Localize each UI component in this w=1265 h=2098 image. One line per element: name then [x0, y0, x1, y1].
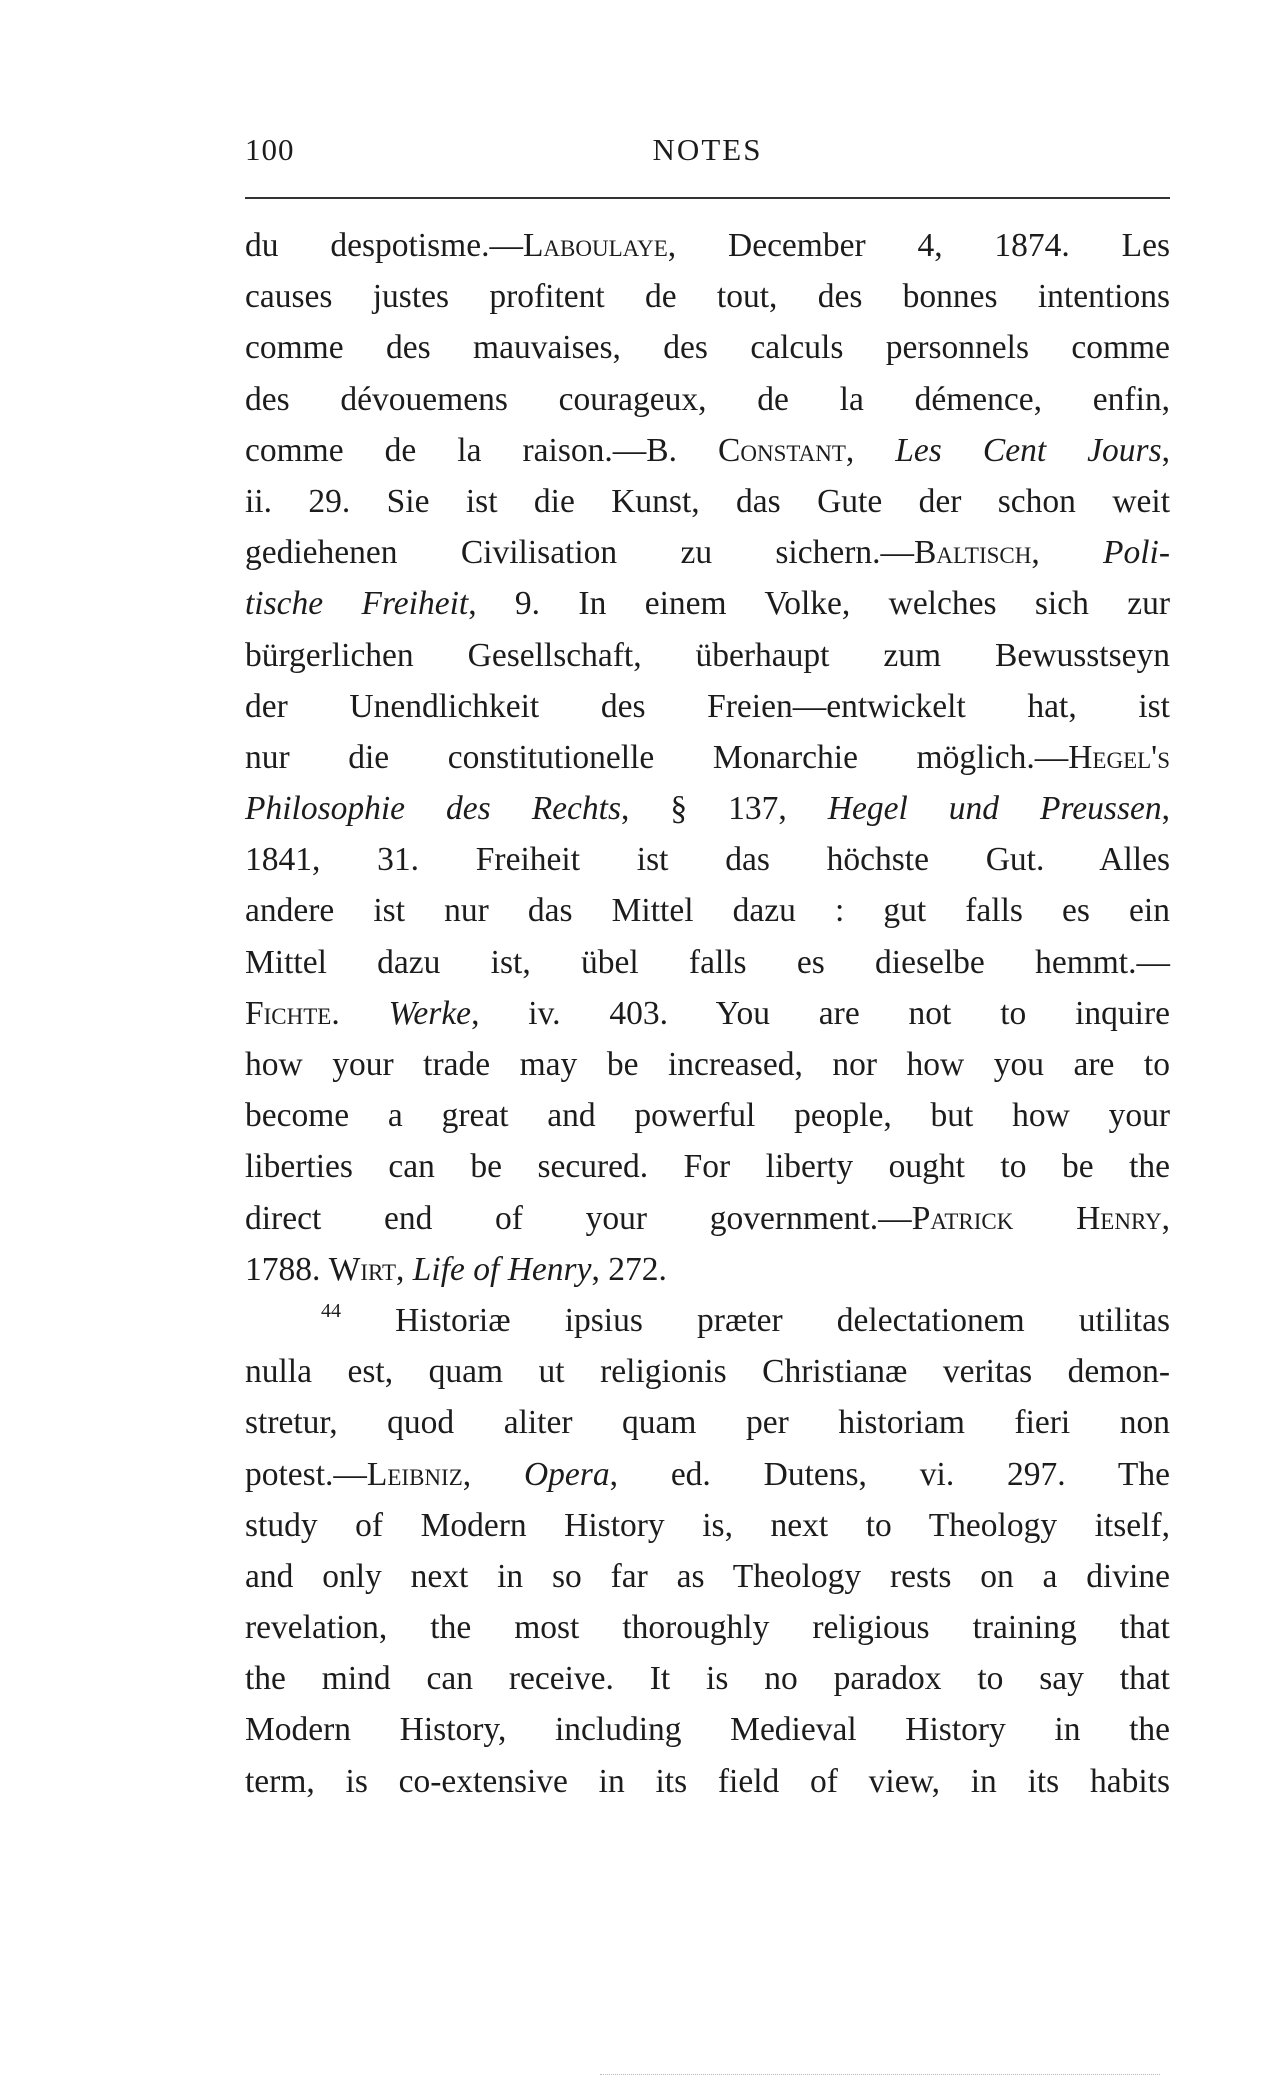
text-segment: bürgerlichen Gesellschaft, überhaupt zum Bewusstseyn [245, 636, 1170, 674]
text-segment: Wirt [328, 1250, 397, 1288]
text-segment: direct end of your government.— [245, 1199, 912, 1237]
text-segment: the mind can receive. It is no paradox to say that [245, 1660, 1170, 1698]
text-segment: , [396, 1250, 413, 1288]
text-segment: term, is co-extensive in its field of view, in its habits [245, 1762, 1170, 1800]
text-line [245, 271, 1170, 322]
text-segment: revelation, the most thoroughly religious training that [245, 1609, 1170, 1647]
text-segment: Laboulaye [522, 227, 668, 264]
text-segment: Opera [523, 1455, 610, 1493]
text-segment: causes justes profitent de tout, des bonnes intentions [245, 278, 1170, 316]
text-segment: , [1031, 534, 1104, 572]
text-segment: , [1161, 790, 1170, 828]
text-line [245, 322, 1170, 373]
text-segment: Philosophie des Rechts [245, 790, 622, 828]
text-segment: , [462, 1455, 524, 1493]
page-bottom-marks [600, 2074, 1160, 2075]
text-line [245, 220, 1170, 271]
text-line [245, 732, 1170, 783]
text-line [245, 834, 1170, 885]
text-segment: , ed. Dutens, vi. 297. The [609, 1455, 1171, 1493]
text-segment: 1841, 31. Freiheit ist das höchste Gut. Alles [245, 841, 1170, 879]
text-line [245, 374, 1170, 425]
text-line [245, 1551, 1170, 1602]
text-line [245, 1653, 1170, 1704]
text-segment: Hegel's [1068, 738, 1170, 776]
text-segment: , December 4, 1874. Les [667, 227, 1170, 264]
text-line [245, 1039, 1170, 1090]
text-segment: comme de la raison.—B. [245, 431, 719, 469]
text-segment: Leibniz [366, 1455, 463, 1493]
text-line [245, 1756, 1170, 1807]
text-line [245, 1244, 1170, 1295]
text-segment: Werke [388, 994, 472, 1032]
page-header [245, 132, 1170, 176]
text-segment: , 9. In einem Volke, welches sich zur [468, 585, 1170, 623]
text-line [245, 425, 1170, 476]
text-segment: stretur, quod aliter quam per historiam fieri non [245, 1404, 1170, 1442]
text-segment: Patrick Henry [911, 1199, 1162, 1237]
text-segment: liberties can be secured. For liberty ought to be the [245, 1148, 1170, 1186]
notes-body-text [245, 220, 1170, 1807]
text-line [245, 1295, 1170, 1346]
footnote-number: 44 [321, 1299, 341, 1322]
text-line [245, 1193, 1170, 1244]
text-line [245, 630, 1170, 681]
text-segment: comme des mauvaises, des calculs personnels comme [245, 329, 1170, 367]
text-segment: der Unendlichkeit des Freien—entwickelt hat, ist [245, 687, 1170, 725]
text-segment: 1788. [245, 1250, 329, 1288]
text-line [245, 1449, 1170, 1500]
text-line [245, 1602, 1170, 1653]
text-segment: ii. 29. Sie ist die Kunst, das Gute der schon weit [245, 482, 1170, 520]
text-line [245, 1090, 1170, 1141]
text-segment: des dévouemens courageux, de la démence, enfin, [245, 380, 1170, 418]
text-segment: Baltisch [914, 534, 1032, 572]
text-line [245, 1141, 1170, 1192]
text-segment: , [845, 431, 896, 469]
text-segment: , 272. [591, 1250, 667, 1288]
text-segment: , iv. 403. You are not to inquire [471, 994, 1170, 1032]
text-segment: Les Cent Jours [895, 431, 1162, 469]
text-segment: and only next in so far as Theology rests on a divine [245, 1557, 1170, 1595]
text-segment: study of Modern History is, next to Theology itself, [245, 1506, 1170, 1544]
text-line [245, 783, 1170, 834]
text-segment: gediehenen Civilisation zu sichern.— [245, 534, 914, 572]
text-segment: Mittel dazu ist, übel falls es dieselbe hemmt.— [245, 943, 1170, 981]
text-line [245, 476, 1170, 527]
text-line [245, 527, 1170, 578]
text-segment: Hegel und Preussen [827, 790, 1162, 828]
text-line [245, 988, 1170, 1039]
text-segment: nulla est, quam ut religionis Christianæ veritas demon- [245, 1353, 1170, 1391]
text-line [245, 1397, 1170, 1448]
text-segment: nur die constitutionelle Monarchie möglich.— [245, 738, 1069, 776]
text-segment: . [331, 994, 389, 1032]
text-line [245, 1346, 1170, 1397]
text-segment: Life of Henry [412, 1250, 592, 1288]
text-line [245, 578, 1170, 629]
text-segment: Historiæ ipsius præter delectationem utilitas [341, 1301, 1170, 1339]
text-line [245, 1500, 1170, 1551]
running-title: NOTES [652, 132, 763, 167]
text-line [245, 885, 1170, 936]
text-segment: become a great and powerful people, but how your [245, 1097, 1170, 1135]
text-segment: potest.— [245, 1455, 367, 1493]
page-number: 100 [245, 132, 295, 167]
text-line [245, 681, 1170, 732]
text-segment: tische Freiheit [245, 585, 469, 623]
text-line [245, 1704, 1170, 1755]
text-line [245, 937, 1170, 988]
text-segment: du despotisme.— [245, 227, 523, 264]
text-segment: , § 137, [621, 790, 828, 828]
text-segment: Constant [718, 431, 846, 469]
header-rule [245, 197, 1170, 199]
text-segment: Modern History, including Medieval History in the [245, 1711, 1170, 1749]
text-segment: how your trade may be increased, nor how you are to [245, 1046, 1170, 1083]
text-segment: andere ist nur das Mittel dazu : gut falls es ein [245, 892, 1170, 930]
text-segment: Fichte [245, 994, 332, 1032]
text-segment: , [1161, 1199, 1171, 1237]
text-segment: Poli- [1103, 534, 1170, 572]
text-segment: , [1161, 431, 1171, 469]
